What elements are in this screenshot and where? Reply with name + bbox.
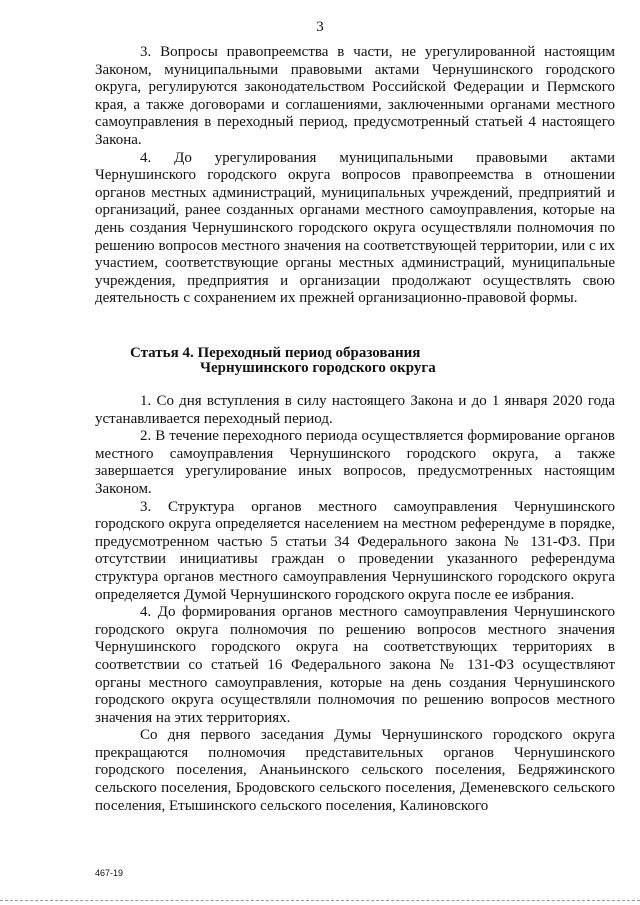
paragraph: 1. Со дня вступления в силу настоящего Закона и до 1 января 2020 года устанавливается переходный период. bbox=[95, 393, 615, 427]
paragraph: 2. В течение переходного периода осуществляется формирование органов местного самоуправления Чернушинского городского округа, а также завершается урегулирование иных вопросов, предусмотренных настоящим Законом. bbox=[95, 428, 615, 497]
text-block-top bbox=[95, 44, 615, 308]
document-code: 467-19 bbox=[95, 868, 124, 878]
text-block-article-4 bbox=[95, 393, 615, 815]
paragraph: Со дня первого заседания Думы Чернушинского городского округа прекращаются полномочия представительных органов Чернушинского городского поселения, Ананьинского сельского поселения, Бедряжинского сельского поселения, Бродовского сельского поселения, Деменевского сельского поселения, Етышинского сельского поселения, Калиновского bbox=[95, 727, 615, 814]
paragraph: 4. До урегулирования муниципальными правовыми актами Чернушинского городского округа вопросов правопреемства в отношении органов местных администраций, муниципальных учреждений, предприятий и организаций, ранее созданных органами местного самоуправления, которые на день создания Чернушинского городского округа осуществляли полномочия по решению вопросов местного значения на соответствующей территории, или с их участием, соответствующие органы местных администраций, муниципальные учреждения, предприятия и организации продолжают осуществлять свою деятельность с сохранением их прежней организационно-правовой формы. bbox=[95, 149, 615, 307]
article-heading-line-2: Чернушинского городского округа bbox=[200, 359, 436, 376]
paragraph: 3. Вопросы правопреемства в части, не урегулированной настоящим Законом, муниципальными правовыми актами Чернушинского городского округа, регулируются законодательством Российской Федерации и Пермского края, а также договорами и соглашениями, заключенными органами местного самоуправления в переходный период, предусмотренный статьей 4 настоящего Закона. bbox=[95, 44, 615, 148]
page-number: 3 bbox=[316, 19, 324, 35]
article-heading-line-1: Статья 4. Переходный период образования bbox=[130, 345, 421, 361]
paragraph: 3. Структура органов местного самоуправления Чернушинского городского округа определяется населением на местном референдуме в порядке, предусмотренном частью 5 статьи 34 Федерального закона № 131-ФЗ. При отсутствии инициативы граждан о проведении указанного референдума структура органов местного самоуправления Чернушинского городского округа определяется Думой Чернушинского городского округа после ее избрания. bbox=[95, 498, 615, 603]
page-bottom-rule bbox=[0, 900, 640, 901]
article-heading bbox=[130, 346, 560, 375]
paragraph: 4. До формирования органов местного самоуправления Чернушинского городского округа полномочия по решению вопросов местного значения Чернушинского городского округа на соответствующих территориях в соответствии со статьей 16 Федерального закона № 131-ФЗ осуществляют органы местного самоуправления, которые на день создания Чернушинского городского округа осуществляли полномочия по решению вопросов местного значения на этих территориях. bbox=[95, 604, 615, 726]
